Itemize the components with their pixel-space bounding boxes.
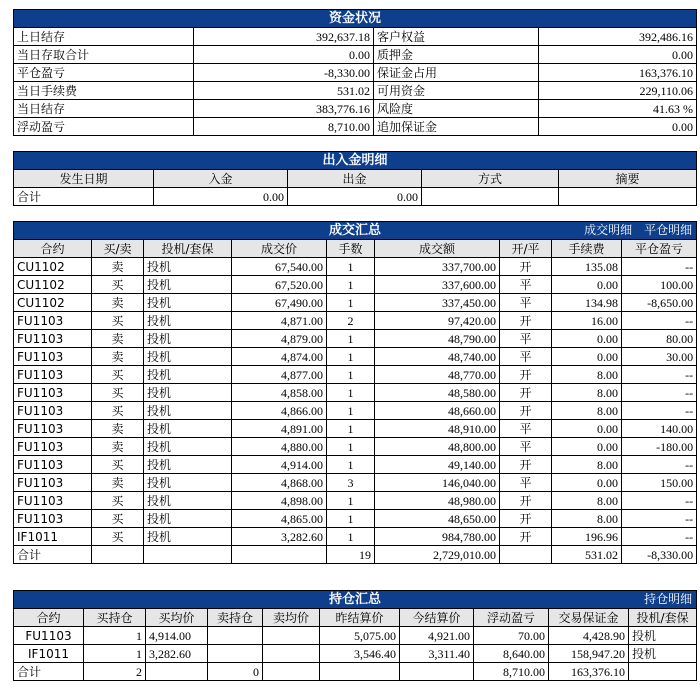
funds-table <box>13 9 697 136</box>
table-cell: -- <box>622 402 697 420</box>
funds-row <box>14 100 697 118</box>
column-header: 发生日期 <box>14 170 154 188</box>
funds-label: 客户权益 <box>374 28 539 46</box>
funds-value: 229,110.06 <box>539 82 697 100</box>
table-cell: 3,282.60 <box>146 645 208 663</box>
table-cell: 1 <box>327 366 375 384</box>
cash-total-row <box>14 188 697 206</box>
column-header: 开/平 <box>500 240 552 258</box>
table-cell: -- <box>622 510 697 528</box>
table-cell: 4,880.00 <box>232 438 327 456</box>
funds-label: 平仓盈亏 <box>14 64 194 82</box>
table-cell: 1 <box>327 420 375 438</box>
trades-header-row <box>14 240 697 258</box>
table-cell: 开 <box>500 492 552 510</box>
table-row <box>14 402 697 420</box>
table-cell: 买 <box>92 528 144 546</box>
table-cell: 卖 <box>92 294 144 312</box>
table-cell: 投机 <box>144 384 232 402</box>
table-cell: 134.98 <box>552 294 622 312</box>
table-row <box>14 528 697 546</box>
column-header: 方式 <box>422 170 559 188</box>
column-header: 成交额 <box>375 240 500 258</box>
table-cell: 开 <box>500 258 552 276</box>
table-cell: 平 <box>500 330 552 348</box>
funds-value: 163,376.10 <box>539 64 697 82</box>
table-cell: 4,914.00 <box>232 456 327 474</box>
table-cell: 3,546.40 <box>320 645 400 663</box>
table-cell: 4,879.00 <box>232 330 327 348</box>
table-cell: FU1103 <box>14 366 92 384</box>
funds-row <box>14 46 697 64</box>
funds-label: 当日手续费 <box>14 82 194 100</box>
table-cell: 1 <box>327 330 375 348</box>
column-header: 投机/套保 <box>629 609 697 627</box>
column-header: 合约 <box>14 240 92 258</box>
table-cell: 买 <box>92 402 144 420</box>
table-cell: FU1103 <box>14 438 92 456</box>
table-cell: 1 <box>327 492 375 510</box>
table-row <box>14 384 697 402</box>
column-header: 手数 <box>327 240 375 258</box>
table-cell: 投机 <box>144 294 232 312</box>
trade-detail-link[interactable]: 成交明细 <box>584 223 633 237</box>
table-cell: 158,947.20 <box>549 645 629 663</box>
table-cell: 100.00 <box>622 276 697 294</box>
table-cell: -- <box>622 258 697 276</box>
column-header: 投机/套保 <box>144 240 232 258</box>
table-cell: -- <box>622 312 697 330</box>
table-cell: 0.00 <box>552 276 622 294</box>
column-header: 交易保证金 <box>549 609 629 627</box>
table-cell: 投机 <box>144 366 232 384</box>
funds-label: 上日结存 <box>14 28 194 46</box>
table-cell <box>263 627 320 645</box>
table-cell: 投机 <box>144 312 232 330</box>
funds-value: 392,486.16 <box>539 28 697 46</box>
column-header: 平仓盈亏 <box>622 240 697 258</box>
funds-row <box>14 64 697 82</box>
column-header: 合约 <box>14 609 84 627</box>
funds-label: 当日结存 <box>14 100 194 118</box>
column-header: 今结算价 <box>400 609 474 627</box>
positions-title: 持仓汇总 <box>329 591 382 607</box>
positions-total-margin: 163,376.10 <box>549 663 629 681</box>
table-cell: FU1103 <box>14 474 92 492</box>
table-cell: 8.00 <box>552 366 622 384</box>
table-cell: 8.00 <box>552 510 622 528</box>
column-header: 摘要 <box>559 170 697 188</box>
table-cell: 80.00 <box>622 330 697 348</box>
column-header: 成交价 <box>232 240 327 258</box>
table-cell: FU1103 <box>14 402 92 420</box>
table-cell: 48,660.00 <box>375 402 500 420</box>
table-cell: 卖 <box>92 420 144 438</box>
funds-row <box>14 118 697 136</box>
trades-title: 成交汇总 <box>329 222 382 238</box>
table-cell: 投机 <box>144 438 232 456</box>
table-cell: -- <box>622 366 697 384</box>
table-cell: 开 <box>500 402 552 420</box>
table-cell: 平 <box>500 348 552 366</box>
table-cell: 3 <box>327 474 375 492</box>
table-cell: 30.00 <box>622 348 697 366</box>
table-cell: 4,898.00 <box>232 492 327 510</box>
table-row <box>14 474 697 492</box>
table-cell: 67,490.00 <box>232 294 327 312</box>
table-cell: 984,780.00 <box>375 528 500 546</box>
table-cell: FU1103 <box>14 330 92 348</box>
table-cell: 4,914.00 <box>146 627 208 645</box>
table-cell: 4,891.00 <box>232 420 327 438</box>
table-cell: CU1102 <box>14 294 92 312</box>
cash-total-out: 0.00 <box>288 188 422 206</box>
table-cell: 买 <box>92 276 144 294</box>
table-cell: 0.00 <box>552 474 622 492</box>
table-cell: 投机 <box>144 528 232 546</box>
cash-total-in: 0.00 <box>154 188 288 206</box>
table-cell: FU1103 <box>14 492 92 510</box>
table-cell: CU1102 <box>14 258 92 276</box>
cash-header-row <box>14 170 697 188</box>
table-cell: 卖 <box>92 258 144 276</box>
table-cell: 16.00 <box>552 312 622 330</box>
table-cell: 投机 <box>144 276 232 294</box>
table-cell: 4,877.00 <box>232 366 327 384</box>
trades-total-fee: 531.02 <box>552 546 622 564</box>
column-header: 出金 <box>288 170 422 188</box>
table-cell <box>208 627 263 645</box>
funds-value: 392,637.18 <box>194 28 374 46</box>
funds-label: 质押金 <box>374 46 539 64</box>
table-cell: 2 <box>327 312 375 330</box>
table-cell: 4,865.00 <box>232 510 327 528</box>
table-row <box>14 420 697 438</box>
table-cell: 平 <box>500 294 552 312</box>
table-cell: FU1103 <box>14 627 84 645</box>
table-cell: 卖 <box>92 474 144 492</box>
table-cell: 48,910.00 <box>375 420 500 438</box>
table-cell: 48,790.00 <box>375 330 500 348</box>
table-cell: 买 <box>92 312 144 330</box>
funds-value: 0.00 <box>194 46 374 64</box>
table-cell: 卖 <box>92 348 144 366</box>
table-cell: 1 <box>327 276 375 294</box>
table-cell: 开 <box>500 312 552 330</box>
table-row <box>14 330 697 348</box>
table-cell: 1 <box>327 528 375 546</box>
table-cell: 0.00 <box>552 330 622 348</box>
positions-total-buy: 2 <box>84 663 146 681</box>
table-row <box>14 492 697 510</box>
column-header: 浮动盈亏 <box>474 609 549 627</box>
funds-value: 531.02 <box>194 82 374 100</box>
table-cell: 1 <box>327 438 375 456</box>
table-cell: 投机 <box>144 420 232 438</box>
table-cell: FU1103 <box>14 510 92 528</box>
table-cell: 平 <box>500 438 552 456</box>
column-header: 买持仓 <box>84 609 146 627</box>
table-row <box>14 312 697 330</box>
table-cell <box>208 645 263 663</box>
table-row <box>14 276 697 294</box>
funds-label: 可用资金 <box>374 82 539 100</box>
table-cell: 1 <box>327 294 375 312</box>
table-cell: 8,640.00 <box>474 645 549 663</box>
table-cell: 150.00 <box>622 474 697 492</box>
table-cell: FU1103 <box>14 456 92 474</box>
table-cell: 开 <box>500 510 552 528</box>
table-cell: 3,311.40 <box>400 645 474 663</box>
table-cell: 4,866.00 <box>232 402 327 420</box>
cash-total-label: 合计 <box>14 188 154 206</box>
column-header: 买/卖 <box>92 240 144 258</box>
trades-total-label: 合计 <box>14 546 92 564</box>
table-cell: 8.00 <box>552 402 622 420</box>
table-cell: 1 <box>327 402 375 420</box>
trades-section <box>13 221 696 564</box>
table-cell: 投机 <box>144 474 232 492</box>
positions-section <box>13 590 696 681</box>
table-cell: 开 <box>500 384 552 402</box>
table-row <box>14 366 697 384</box>
table-cell: 67,540.00 <box>232 258 327 276</box>
cash-table <box>13 151 697 206</box>
funds-label: 当日存取合计 <box>14 46 194 64</box>
table-cell: 开 <box>500 456 552 474</box>
table-cell: 开 <box>500 528 552 546</box>
table-cell: 4,921.00 <box>400 627 474 645</box>
column-header: 入金 <box>154 170 288 188</box>
column-header: 昨结算价 <box>320 609 400 627</box>
funds-value: 8,710.00 <box>194 118 374 136</box>
table-cell: 1 <box>327 384 375 402</box>
table-cell: 1 <box>84 645 146 663</box>
table-cell: 8.00 <box>552 492 622 510</box>
column-header: 买均价 <box>146 609 208 627</box>
funds-value: -8,330.00 <box>194 64 374 82</box>
table-cell: 买 <box>92 456 144 474</box>
funds-value: 0.00 <box>539 46 697 64</box>
funds-section <box>13 9 696 136</box>
table-cell: 1 <box>327 510 375 528</box>
table-cell: -180.00 <box>622 438 697 456</box>
table-cell: 开 <box>500 366 552 384</box>
table-cell: 平 <box>500 276 552 294</box>
table-cell: 48,800.00 <box>375 438 500 456</box>
table-cell: 0.00 <box>552 348 622 366</box>
table-cell: 投机 <box>144 402 232 420</box>
table-cell <box>263 645 320 663</box>
table-cell: FU1103 <box>14 420 92 438</box>
table-cell: FU1103 <box>14 348 92 366</box>
table-cell: 投机 <box>144 510 232 528</box>
table-cell: 平 <box>500 474 552 492</box>
table-cell: 8.00 <box>552 456 622 474</box>
table-cell: FU1103 <box>14 312 92 330</box>
trades-total-amount: 2,729,010.00 <box>375 546 500 564</box>
table-row <box>14 510 697 528</box>
table-cell: 48,770.00 <box>375 366 500 384</box>
table-cell: 48,580.00 <box>375 384 500 402</box>
funds-label: 浮动盈亏 <box>14 118 194 136</box>
table-cell: FU1103 <box>14 384 92 402</box>
table-cell: 4,858.00 <box>232 384 327 402</box>
table-cell: 1 <box>327 348 375 366</box>
table-cell: 337,700.00 <box>375 258 500 276</box>
funds-title: 资金状况 <box>14 10 697 28</box>
table-cell: 卖 <box>92 330 144 348</box>
cash-title: 出入金明细 <box>14 152 697 170</box>
column-header: 卖均价 <box>263 609 320 627</box>
column-header: 卖持仓 <box>208 609 263 627</box>
table-cell: 49,140.00 <box>375 456 500 474</box>
trades-table <box>13 221 697 564</box>
table-cell: 48,650.00 <box>375 510 500 528</box>
table-cell: 48,740.00 <box>375 348 500 366</box>
table-cell: 337,600.00 <box>375 276 500 294</box>
table-cell: 97,420.00 <box>375 312 500 330</box>
table-cell: 0.00 <box>552 420 622 438</box>
column-header: 手续费 <box>552 240 622 258</box>
table-cell: 卖 <box>92 438 144 456</box>
table-cell: 140.00 <box>622 420 697 438</box>
funds-value: 0.00 <box>539 118 697 136</box>
table-cell: 5,075.00 <box>320 627 400 645</box>
table-cell: -- <box>622 528 697 546</box>
table-cell: 投机 <box>144 258 232 276</box>
table-cell: 1 <box>84 627 146 645</box>
table-row <box>14 456 697 474</box>
table-cell: -- <box>622 492 697 510</box>
funds-label: 追加保证金 <box>374 118 539 136</box>
table-cell: 投机 <box>629 627 697 645</box>
positions-total-label: 合计 <box>14 663 84 681</box>
table-cell: 投机 <box>144 330 232 348</box>
table-cell: 买 <box>92 366 144 384</box>
funds-row <box>14 82 697 100</box>
table-row <box>14 438 697 456</box>
positions-table <box>13 590 697 681</box>
trades-total-pnl: -8,330.00 <box>622 546 697 564</box>
table-cell: 135.08 <box>552 258 622 276</box>
table-cell: 1 <box>327 258 375 276</box>
table-cell: 4,874.00 <box>232 348 327 366</box>
funds-label: 风险度 <box>374 100 539 118</box>
table-row <box>14 294 697 312</box>
table-cell: 投机 <box>144 456 232 474</box>
trades-total-row <box>14 546 697 564</box>
table-cell: 196.96 <box>552 528 622 546</box>
table-row <box>14 258 697 276</box>
table-cell: IF1011 <box>14 645 84 663</box>
funds-value: 41.63 % <box>539 100 697 118</box>
table-row <box>14 348 697 366</box>
table-cell: 投机 <box>629 645 697 663</box>
table-cell: 146,040.00 <box>375 474 500 492</box>
table-cell: 买 <box>92 492 144 510</box>
table-cell: 4,868.00 <box>232 474 327 492</box>
table-cell: 0.00 <box>552 438 622 456</box>
positions-total-row <box>14 663 697 681</box>
funds-value: 383,776.16 <box>194 100 374 118</box>
table-cell: -8,650.00 <box>622 294 697 312</box>
table-cell: 投机 <box>144 492 232 510</box>
funds-label: 保证金占用 <box>374 64 539 82</box>
cash-section <box>13 151 696 206</box>
table-cell: 买 <box>92 384 144 402</box>
positions-header-row <box>14 609 697 627</box>
table-row <box>14 627 697 645</box>
trades-total-qty: 19 <box>327 546 375 564</box>
table-cell: 平 <box>500 420 552 438</box>
table-cell: -- <box>622 384 697 402</box>
table-cell: 48,980.00 <box>375 492 500 510</box>
table-cell: IF1011 <box>14 528 92 546</box>
positions-total-pnl: 8,710.00 <box>474 663 549 681</box>
table-cell: 70.00 <box>474 627 549 645</box>
table-cell: 1 <box>327 456 375 474</box>
table-cell: 投机 <box>144 348 232 366</box>
table-cell: 买 <box>92 510 144 528</box>
table-cell: 4,871.00 <box>232 312 327 330</box>
position-detail-link[interactable]: 持仓明细 <box>644 592 693 606</box>
positions-total-sell: 0 <box>208 663 263 681</box>
table-cell: CU1102 <box>14 276 92 294</box>
table-cell: 8.00 <box>552 384 622 402</box>
table-cell: 337,450.00 <box>375 294 500 312</box>
close-detail-link[interactable]: 平仓明细 <box>644 223 693 237</box>
table-cell: 67,520.00 <box>232 276 327 294</box>
table-cell: 3,282.60 <box>232 528 327 546</box>
table-cell: -- <box>622 456 697 474</box>
table-cell: 4,428.90 <box>549 627 629 645</box>
table-row <box>14 645 697 663</box>
funds-row <box>14 28 697 46</box>
